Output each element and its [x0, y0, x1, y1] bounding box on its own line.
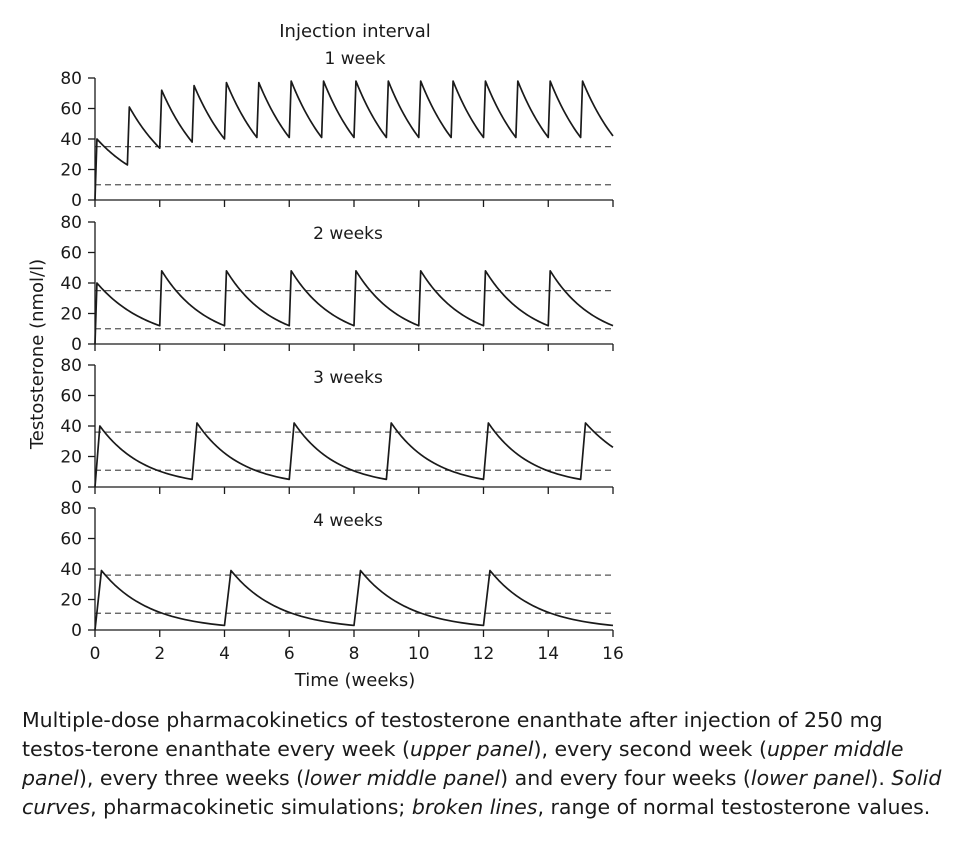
- y-tick-label: 80: [60, 69, 82, 89]
- y-tick-label: 20: [60, 447, 82, 468]
- y-tick-label: 80: [60, 499, 82, 519]
- y-tick-label: 60: [60, 99, 82, 120]
- y-tick-label: 60: [60, 243, 82, 264]
- y-tick-label: 80: [60, 213, 82, 233]
- y-tick-label: 0: [71, 335, 82, 355]
- concentration-curve-1: [95, 271, 613, 344]
- y-tick-label: 0: [71, 191, 82, 211]
- y-tick-label: 0: [71, 478, 82, 498]
- y-tick-label: 60: [60, 529, 82, 550]
- x-tick-label: 6: [283, 644, 295, 664]
- y-tick-label: 40: [60, 130, 82, 150]
- x-tick-label: 4: [219, 644, 230, 664]
- panel-label: 1 week: [324, 49, 386, 69]
- x-tick-label: 8: [348, 644, 360, 664]
- x-axis-label: Time (weeks): [294, 670, 416, 691]
- y-tick-label: 20: [60, 304, 82, 325]
- panel-label: 4 weeks: [313, 511, 383, 531]
- panel-label: 2 weeks: [313, 224, 383, 244]
- y-tick-label: 40: [60, 274, 82, 294]
- x-tick-label: 0: [89, 644, 101, 664]
- chart-panels: [60, 49, 623, 664]
- y-axis-label: Testosterone (nmol/l): [27, 258, 48, 450]
- y-tick-label: 80: [60, 356, 82, 376]
- concentration-curve-1: [95, 81, 613, 200]
- x-tick-label: 10: [407, 644, 430, 664]
- y-tick-label: 20: [60, 160, 82, 181]
- x-tick-label: 12: [472, 644, 495, 664]
- chart-panel-4: [60, 499, 623, 664]
- panel-label: 3 weeks: [313, 368, 383, 388]
- chart-panel-3: [60, 356, 613, 498]
- figure-header: Injection interval: [279, 21, 431, 42]
- y-tick-label: 40: [60, 560, 82, 580]
- chart-panel-2: [60, 213, 613, 355]
- chart-panel-1: [60, 49, 613, 211]
- figure-caption: Multiple-dose pharmacokinetics of testosterone enanthate after injection of 250 mg testos-terone enanthate every week (upper panel), every second week (upper middle panel), every three weeks (lower middle panel) and every four weeks (lower panel). Solid curves, pharmacokinetic simulations; broken lines, range of normal testosterone values.: [22, 708, 942, 819]
- x-tick-label: 16: [602, 644, 624, 664]
- y-tick-label: 60: [60, 386, 82, 407]
- x-tick-label: 14: [537, 644, 560, 664]
- y-tick-label: 0: [71, 621, 82, 641]
- y-tick-label: 40: [60, 417, 82, 437]
- x-tick-label: 2: [154, 644, 166, 664]
- concentration-curve-1: [95, 571, 613, 630]
- y-tick-label: 20: [60, 590, 82, 611]
